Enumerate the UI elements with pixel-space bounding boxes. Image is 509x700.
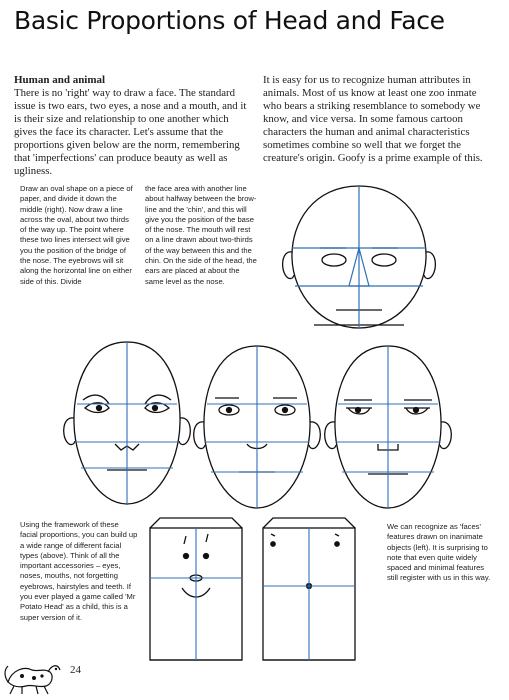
intro-paragraph [14,74,250,178]
intro-heading: Human and animal [14,74,106,86]
page-title: Basic Proportions of Head and Face [14,6,445,35]
face-variant-2 [185,342,330,512]
left-eye-outline [322,254,346,266]
face-variant-1 [55,338,200,508]
box-face-minimal [253,514,365,666]
instruction-col-1: Draw an oval shape on a piece of paper, and divide it down the middle (right). Now draw a line across the oval, about two thirds of the way up. The point where these two lines intersect will give you the position of the bridge of the nose. The eyebrows will sit along the horizontal line on either side of this. Divide [20,184,133,286]
box-face-smiling [140,514,252,666]
corner-creature-doodle [2,646,64,696]
right-eye-outline [372,254,396,266]
proportion-head-diagram [274,182,444,332]
bottom-left-text: Using the framework of these facial proportions, you can build up a wide range of different facial types (above). Think of all the important accessories – eyes, noses, mouths, not forgetting eyebrows, hairstyles and teeth. If you ever played a game called 'Mr Potato Head' as a child, this is a super version of it. [20,520,138,622]
intro-body: There is no 'right' way to draw a face. The standard issue is two ears, two eyes, a nose and a mouth, and it is their size and relationship to one another which gives the face its character. Let's assume that the proportions given below are the norm, remembering that 'imperfections' can produce beauty as well as ugliness. [14,87,247,177]
instruction-col-2: the face area with another line about halfway between the brow-line and the 'chin', and this will give you the position of the base of the nose. The mouth will rest on a line drawn about two-thirds of the way between this and the chin. On the side of the head, the ears are placed at about the same level as the nose. [145,184,257,286]
bottom-right-text: We can recognize as 'faces' features drawn on inanimate objects (left). It is surprising to note that even quite widely spaced and minimal features still register with us in this way. [387,522,491,583]
page-number: 24 [70,664,81,676]
face-variant-3 [316,342,461,512]
right-intro-paragraph: It is easy for us to recognize human attributes in animals. Most of us know at least one zoo inmate who bears a striking resemblance to somebody we know, and vice versa. In some famous cartoon characters the human and animal characteristics sometimes combine so well that we forget the creature's origin. Goofy is a prime example of this. [263,74,483,164]
